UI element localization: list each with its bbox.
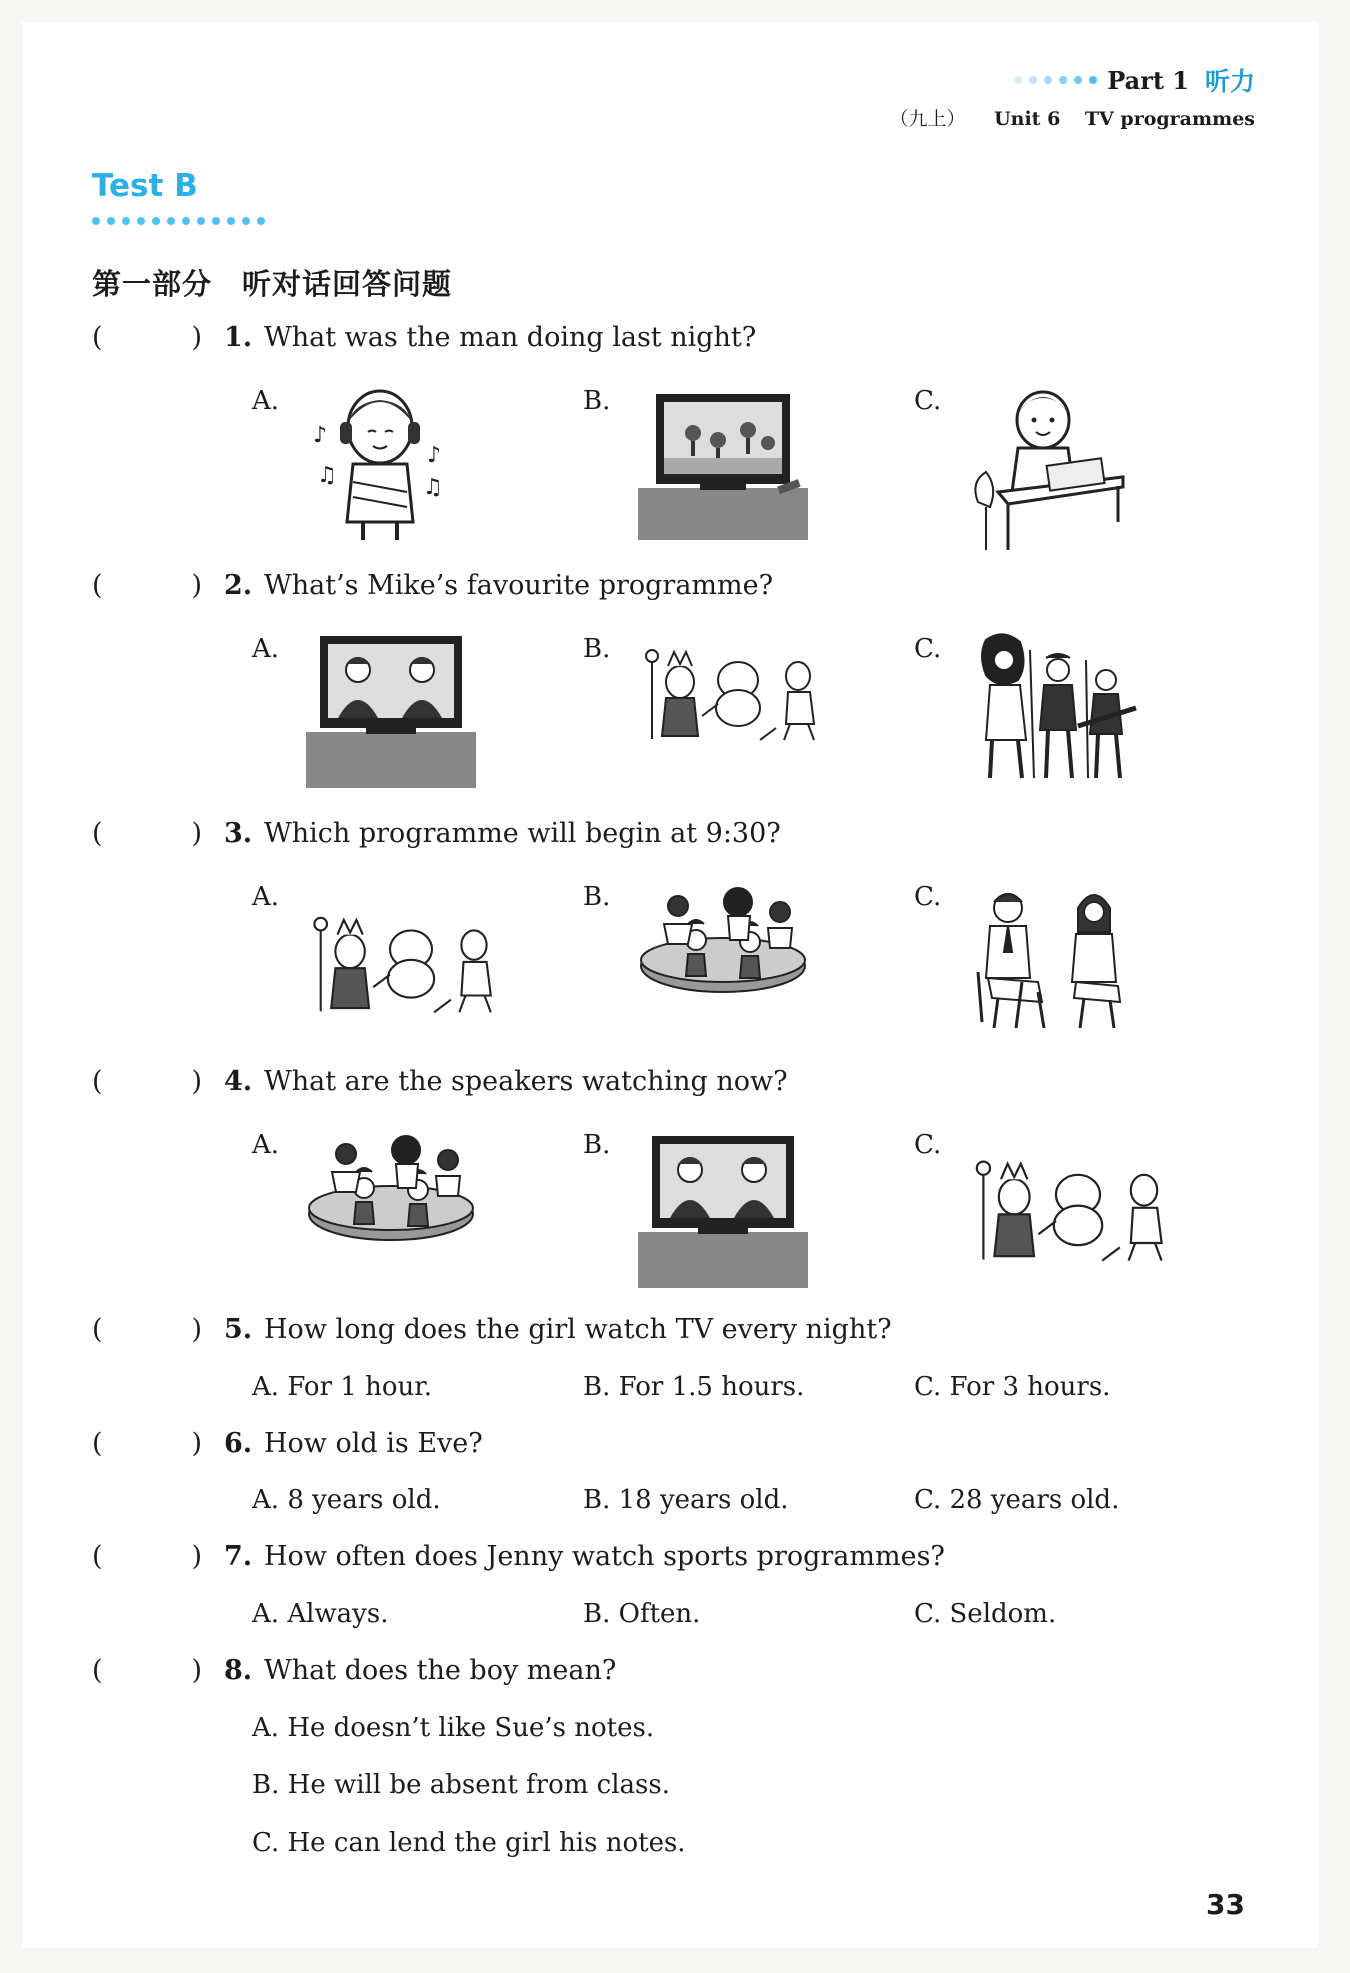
option-label: C. <box>914 634 942 664</box>
page-number: 33 <box>1206 1888 1245 1921</box>
answer-blank[interactable]: ( ) <box>92 818 202 849</box>
option-label: A. <box>252 386 280 416</box>
header-dots <box>1014 76 1097 84</box>
question-number: 8. <box>224 1655 253 1686</box>
option-label: B. <box>583 386 611 416</box>
option-label: A. <box>252 882 280 912</box>
question-7 <box>92 1541 945 1572</box>
question-number: 2. <box>224 570 253 601</box>
question-2 <box>92 570 773 601</box>
option-label: B. <box>583 882 611 912</box>
option-label: C. <box>914 1130 942 1160</box>
page-header <box>889 62 1255 131</box>
svg-text:♪: ♪ <box>427 443 442 468</box>
svg-text:♫: ♫ <box>317 463 337 488</box>
option-c[interactable]: C. 28 years old. <box>914 1485 1120 1515</box>
question-number: 4. <box>224 1066 253 1097</box>
rock-band-concert-picture[interactable] <box>968 630 1138 780</box>
option-b[interactable]: B. He will be absent from class. <box>252 1770 671 1800</box>
option-b[interactable]: B. Often. <box>583 1599 701 1629</box>
question-text: How often does Jenny watch sports programmes? <box>264 1541 945 1572</box>
option-b[interactable]: B. For 1.5 hours. <box>583 1372 805 1402</box>
option-c[interactable]: C. Seldom. <box>914 1599 1057 1629</box>
option-a[interactable]: A. He doesn’t like Sue’s notes. <box>252 1713 655 1743</box>
question-text: What are the speakers watching now? <box>264 1066 788 1097</box>
boy-listening-music-picture[interactable] <box>305 382 455 542</box>
option-a[interactable]: A. Always. <box>252 1599 389 1629</box>
cartoon-journey-west-picture[interactable] <box>306 894 516 1034</box>
unit-label: Unit 6 <box>994 108 1061 130</box>
question-3 <box>92 818 781 849</box>
answer-blank[interactable]: ( ) <box>92 1428 202 1459</box>
answer-blank[interactable]: ( ) <box>92 1655 202 1686</box>
option-label: C. <box>914 882 942 912</box>
svg-text:♫: ♫ <box>423 475 443 500</box>
question-6 <box>92 1428 483 1459</box>
answer-blank[interactable]: ( ) <box>92 322 202 353</box>
svg-text:♪: ♪ <box>313 423 328 448</box>
option-label: C. <box>914 386 942 416</box>
question-text: What was the man doing last night? <box>264 322 757 353</box>
title-underline-dots <box>92 217 265 225</box>
option-label: A. <box>252 1130 280 1160</box>
question-text: How long does the girl watch TV every night? <box>264 1314 892 1345</box>
cartoon-journey-west-picture[interactable] <box>968 1140 1188 1280</box>
test-title: Test B <box>92 168 198 204</box>
question-number: 1. <box>224 322 253 353</box>
part-label: Part 1 <box>1107 65 1189 95</box>
question-number: 3. <box>224 818 253 849</box>
answer-blank[interactable]: ( ) <box>92 1541 202 1572</box>
question-text: Which programme will begin at 9:30? <box>264 818 781 849</box>
question-1 <box>92 322 756 353</box>
question-text: What’s Mike’s favourite programme? <box>264 570 774 601</box>
option-label: B. <box>583 1130 611 1160</box>
topic-label: TV programmes <box>1084 108 1255 130</box>
option-label: A. <box>252 634 280 664</box>
kids-music-show-picture[interactable] <box>306 1132 476 1252</box>
section-title: 第一部分 听对话回答问题 <box>92 267 453 301</box>
answer-blank[interactable]: ( ) <box>92 1314 202 1345</box>
question-8 <box>92 1655 616 1686</box>
question-text: What does the boy mean? <box>264 1655 617 1686</box>
tv-sports-game-picture[interactable] <box>638 388 808 540</box>
question-number: 5. <box>224 1314 253 1345</box>
header-unit-line <box>889 104 1255 131</box>
answer-blank[interactable]: ( ) <box>92 1066 202 1097</box>
option-c[interactable]: C. He can lend the girl his notes. <box>252 1828 686 1858</box>
option-c[interactable]: C. For 3 hours. <box>914 1372 1111 1402</box>
tv-news-presenters-picture[interactable] <box>306 632 476 788</box>
cartoon-journey-west-picture[interactable] <box>638 644 838 744</box>
option-b[interactable]: B. 18 years old. <box>583 1485 789 1515</box>
kids-music-show-picture[interactable] <box>638 884 808 1004</box>
boy-reading-at-desk-picture[interactable] <box>968 382 1128 552</box>
option-label: B. <box>583 634 611 664</box>
tv-news-presenters-picture[interactable] <box>638 1132 808 1288</box>
part-cn-label: 听力 <box>1204 67 1255 96</box>
grade-label: （九上） <box>889 108 966 130</box>
question-number: 7. <box>224 1541 253 1572</box>
header-part-line <box>889 62 1255 98</box>
option-a[interactable]: A. For 1 hour. <box>252 1372 433 1402</box>
question-number: 6. <box>224 1428 253 1459</box>
question-text: How old is Eve? <box>264 1428 483 1459</box>
question-4 <box>92 1066 788 1097</box>
talk-show-interview-picture[interactable] <box>968 882 1138 1032</box>
question-5 <box>92 1314 892 1345</box>
option-a[interactable]: A. 8 years old. <box>252 1485 441 1515</box>
answer-blank[interactable]: ( ) <box>92 570 202 601</box>
